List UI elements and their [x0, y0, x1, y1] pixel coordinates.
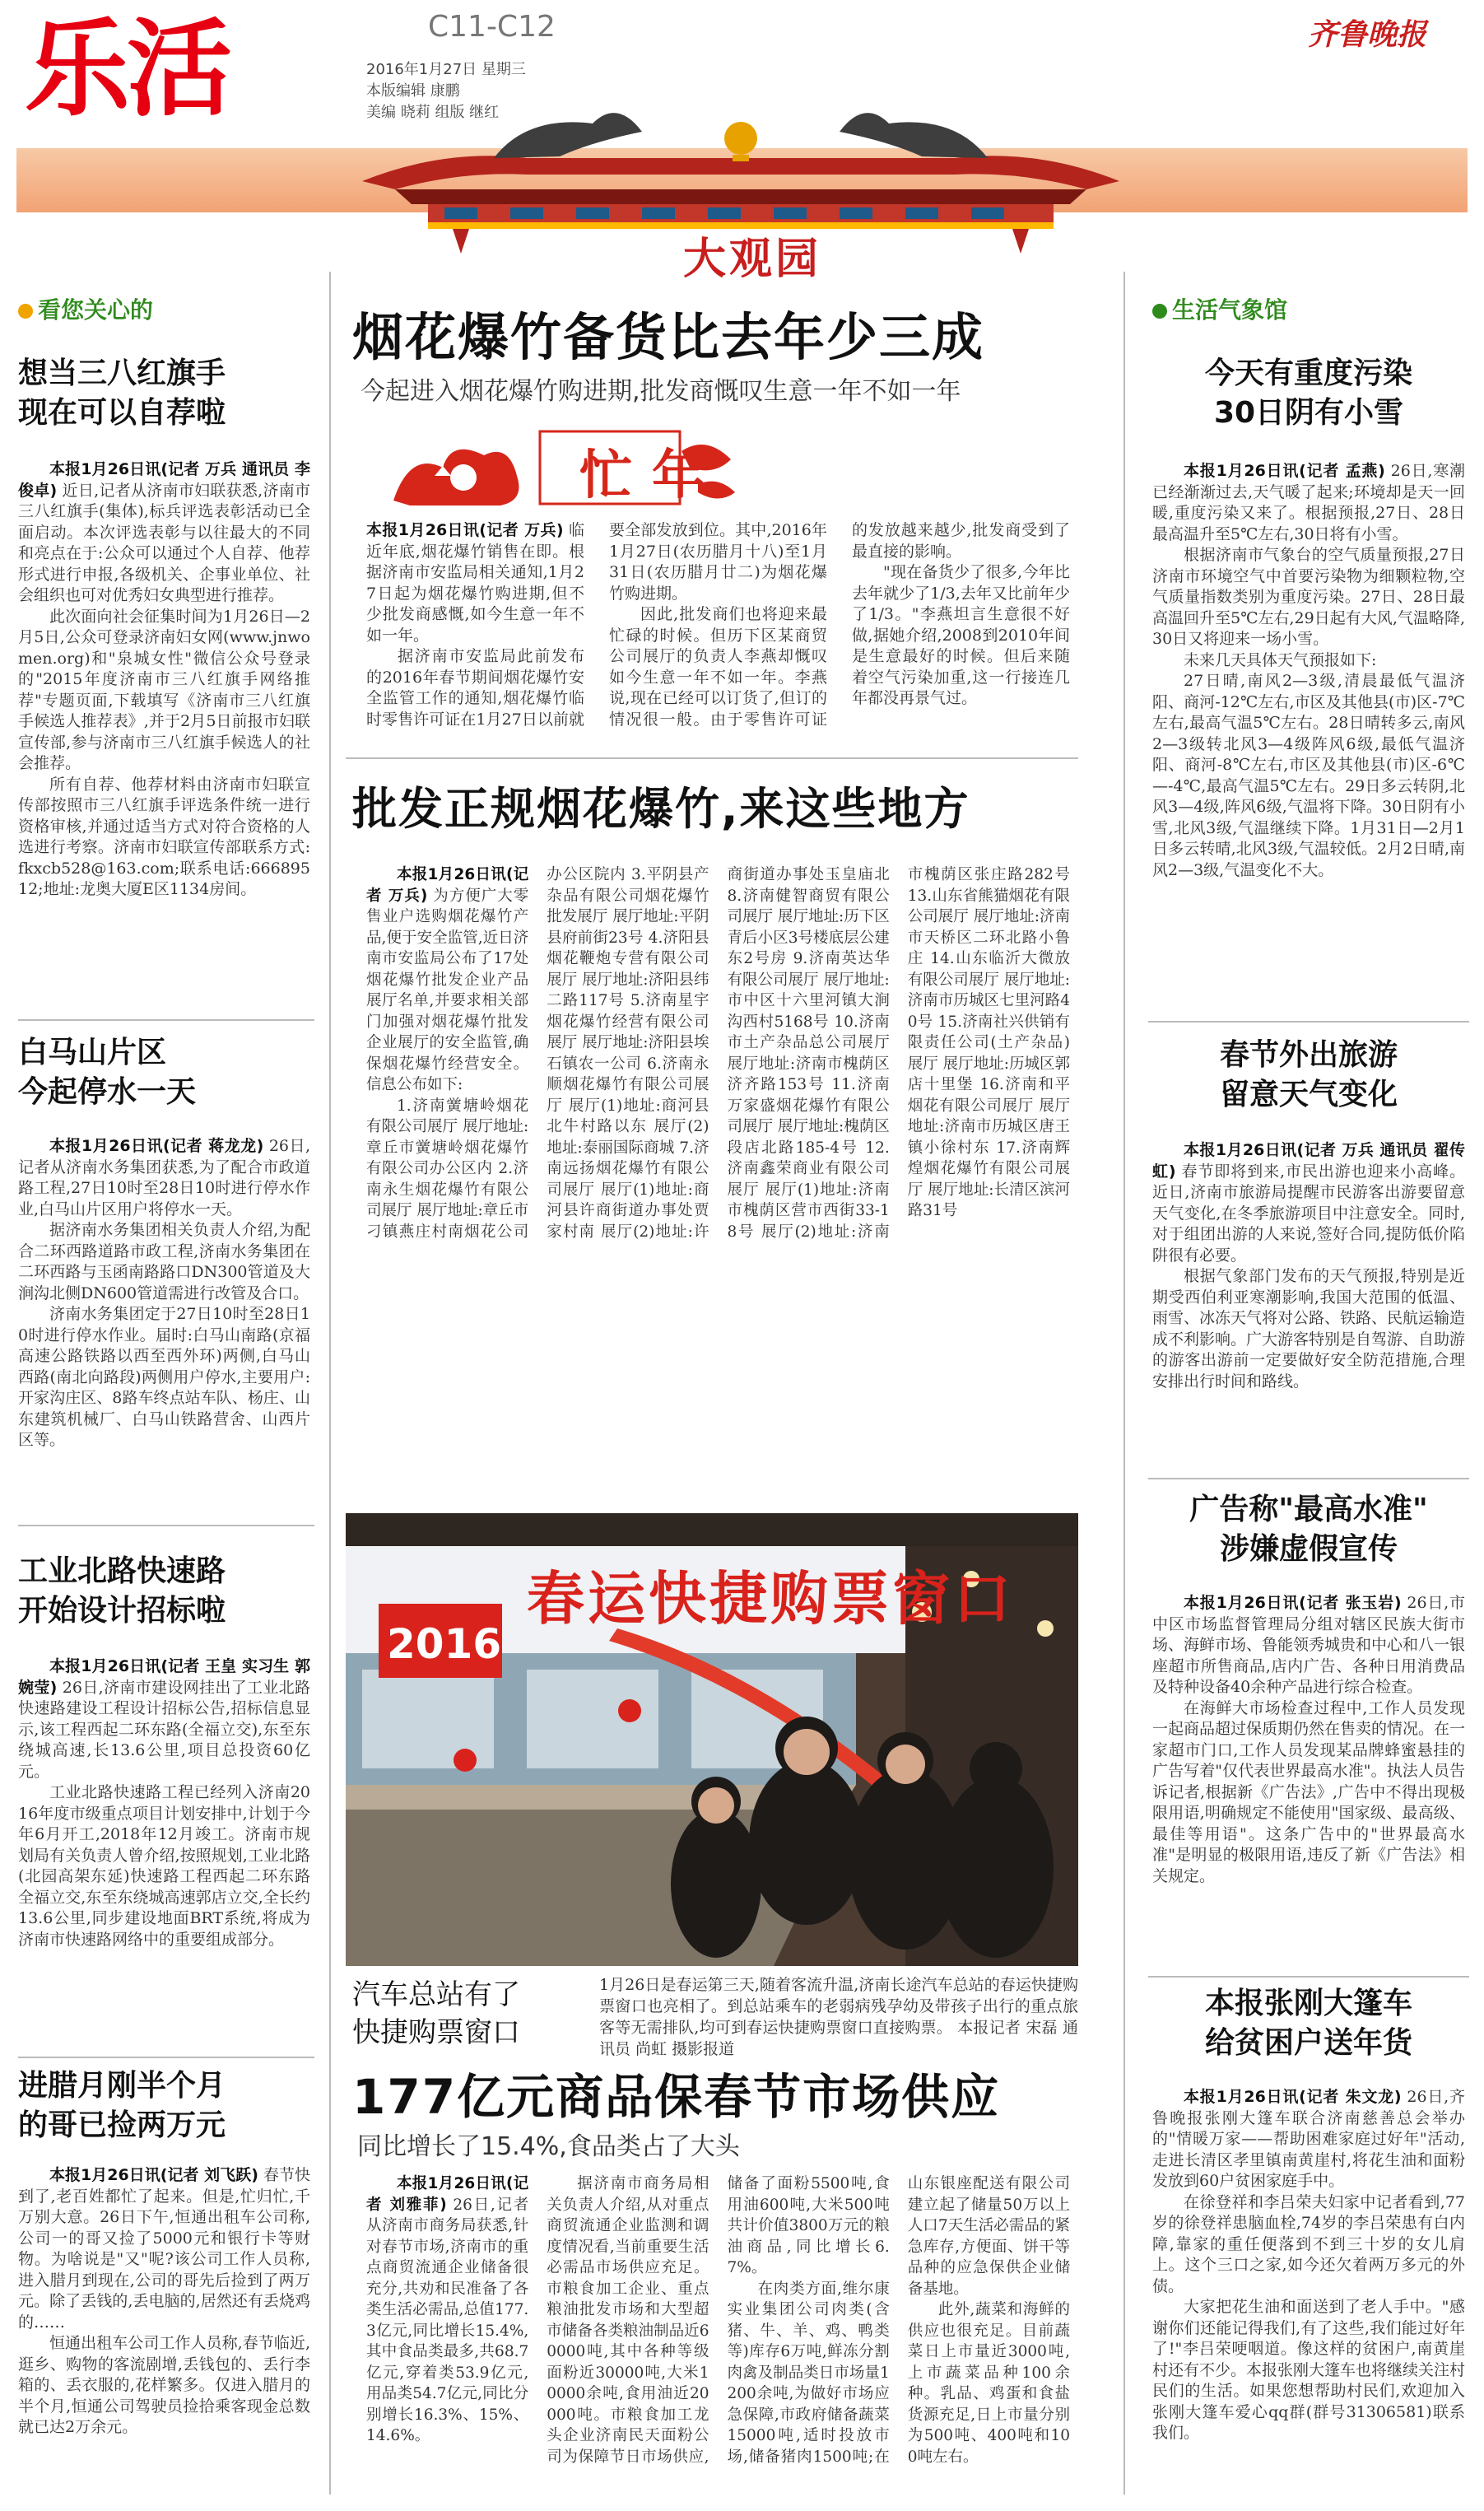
brand-logo: 乐活	[25, 8, 230, 131]
paragraph: 近日,记者从济南市妇联获悉,济南市三八红旗手(集体),标兵评选表彰活动已全面启动。本次评选表彰与以往最大的不同和亮点在于:公众可以通过个人自荐、他荐形式进行申报,各级机关、企事业单位、社会组织也可对优秀妇女典型进行推荐。	[18, 481, 310, 604]
divider	[18, 1019, 314, 1021]
left-article-3-headline	[18, 1552, 226, 1631]
left-article-1-body	[18, 459, 310, 1007]
left-article-2-headline	[18, 1033, 196, 1112]
left-article-3-body	[18, 1656, 310, 2050]
edition-design: 美编 晓莉 组版 继红	[366, 104, 500, 121]
paragraph: 春节快到了,老百姓都忙了起来。但是,忙归忙,千万别大意。26日下午,恒通出租车公司称,公司一的哥又捡了5000元和银行卡等财物。为啥说是"又"呢?该公司工作人员称,进入腊月到现在,公司的哥先后捡到了两万元。除了丢钱的,丢电脑的,居然还有丢烧鸡的……	[18, 2166, 310, 2332]
paragraph: 工业北路快速路工程已经列入济南2016年度市级重点项目计划安排中,计划于今年6月开工,2018年12月竣工。济南市规划局有关负责人曾介绍,按照规划,工业北路(北园高架东延)快速路工程西起二环东路全福立交,东至东绕城高速郭店立交,全长约13.6公里,同步建设地面BRT系统,将成为济南市快速路网络中的重要组成部分。	[18, 1783, 310, 1949]
headline-line-2: 今起停水一天	[18, 1075, 197, 1109]
column-divider-right	[1123, 272, 1125, 2495]
caption-head-line-2: 快捷购票窗口	[352, 2016, 520, 2049]
headline-line-2: 现在可以自荐啦	[18, 396, 226, 430]
paragraph: 据济南水务集团相关负责人介绍,为配合二环西路道路市政工程,济南水务集团在二环西路与玉函南路路口DN300管道及大涧沟北侧DN600管道需进行改管及合口。	[18, 1221, 310, 1302]
headline-line-2: 涉嫌虚假宣传	[1219, 1532, 1398, 1566]
left-article-2-body	[18, 1136, 310, 1513]
paragraph: 26日,市中区市场监督管理局分组对辖区民族大街市场、海鲜市场、鲁能领秀城贵和中心和八一银座超市所售商品,店内广告、各种日用消费品及特种设备40余种产品进行综合检查。	[1152, 1594, 1465, 1696]
story2-headline: 批发正规烟花爆竹,来这些地方	[352, 783, 970, 835]
paragraph: 26日,记者从济南市商务局获悉,针对春节市场,济南市的重点商贸流通企业储备很充分,共劝和民准备了各类生活必需品,总值177.3亿元,同比增长15.4%,其中食品类最多,共68.7亿元,穿着类53.9亿元,用品类54.7亿元,同比分别增长16.3%、15%、14.6%。	[366, 2196, 529, 2444]
sign-year: 2016	[387, 1620, 502, 1668]
story2-body	[366, 864, 1070, 1490]
edition-editor: 本版编辑 康鹏	[366, 82, 460, 100]
headline-line-1: 今天有重度污染	[1204, 356, 1412, 390]
paragraph: 为方便广大零售业户选购烟花爆竹产品,便于安全监管,近日济南市安监局公布了17处烟花爆竹批发企业产品展厅名单,并要求相关部门加强对烟花爆竹批发企业展厅的安全监管,确保烟花爆竹经营安全。信息公布如下:	[366, 887, 529, 1093]
divider	[1148, 1976, 1469, 1978]
headline-line-1: 广告称"最高水准"	[1189, 1493, 1428, 1526]
showroom-listing: 1.济南黉塘岭烟花有限公司展厅 展厅地址:章丘市黉塘岭烟花爆竹有限公司办公区内 2.济南永生烟花爆竹有限公司展厅 展厅地址:章丘市刁镇燕庄村南烟花公司办公区院内 3.平阴县产杂品有限公司烟花爆竹批发展厅 展厅地址:平阴县府前街23号 4.济阳县烟花鞭炮专营有限公司展厅 展厅地址:济阳县纬二路117号 5.济南星宇烟花爆竹经营有限公司展厅 展厅地址:济阳县埃石镇农一公司 6.济南永顺烟花爆竹有限公司展厅 展厅(1)地址:商河县北牛村路以东 展厅(2)地址:泰丽国际商城 7.济南远扬烟花爆竹有限公司展厅 展厅(1)地址:商河县许商街道办事处贾家村南 展厅(2)地址:许商街道办事处玉皇庙北 8.济南健智商贸有限公司展厅 展厅地址:历下区青后小区3号楼底层公建东2号房 9.济南英达华有限公司展厅 展厅地址:市中区十六里河镇大涧沟西村5168号 10.济南市土产杂品总公司展厅 展厅地址:济南市槐荫区济齐路153号 11.济南万家盛烟花爆竹有限公司展厅 展厅地址:槐荫区段店北路185-4号 12.济南鑫荣商业有限公司展厅 展厅(1)地址:济南市槐荫区营市西街33-18号 展厅(2)地址:济南市槐荫区张庄路282号 13.山东省熊猫烟花有限公司展厅 展厅地址:济南市天桥区二环北路小鲁庄 14.山东临沂大微放有限公司展厅 展厅地址:济南市历城区七里河路40号 15.济南社兴供销有限责任公司(土产杂品)展厅 展厅地址:历城区郭店十里堡 16.济南和平烟花有限公司展厅 展厅地址:济南市历城区唐王镇小徐村东 17.济南辉煌烟花爆竹有限公司展厅 展厅地址:长清区滨河路31号	[366, 866, 1070, 1241]
byline: 本报1月26日讯(记者 万兵 通讯员 李俊卓)	[18, 460, 310, 500]
paragraph: 临近年底,烟花爆竹销售在即。根据济南市安监局相关通知,1月27日起为烟花爆竹购进期,但不少批发商感慨,如今生意一年不如一年。	[366, 521, 584, 645]
newspaper-name: 齐鲁晚报	[1307, 17, 1426, 52]
page-range: C11-C12	[428, 10, 556, 44]
paragraph: 恒通出租车公司工作人员称,春节临近,逛乡、购物的客流剧增,丢钱包的、丢行李箱的、丢衣服的,花样繁多。仅进入腊月的半个月,恒通公司驾驶员捡拾乘客现金总数就已达2万余元。	[18, 2334, 310, 2436]
byline: 本报1月26日讯(记者 刘雅菲)	[366, 2175, 529, 2214]
story1-body	[366, 520, 1070, 751]
byline: 本报1月26日讯(记者 王皇 实习生 郭婉莹)	[18, 1657, 310, 1697]
headline-line-2: 开始设计招标啦	[18, 1594, 226, 1628]
headline-line-2: 留意天气变化	[1219, 1078, 1398, 1111]
headline-line-1: 本报张刚大篷车	[1204, 1987, 1412, 2020]
right-article-1-headline	[1152, 354, 1465, 433]
byline: 本报1月26日讯(记者 张玉岩)	[1184, 1594, 1402, 1612]
byline: 本报1月26日讯(记者 孟燕)	[1184, 462, 1385, 480]
right-article-1-body	[1152, 461, 1465, 1014]
right-article-4-body	[1152, 2087, 1465, 2499]
right-article-3-body	[1152, 1593, 1465, 1972]
paragraph: 26日,齐鲁晚报张刚大篷车联合济南慈善总会举办的"情暖万家——帮助困难家庭过好年"活动,走进长清区孝里镇南黄崖村,将花生油和面粉发放到60户贫困家庭手中。	[1152, 2088, 1465, 2190]
paragraph: 所有自荐、他荐材料由济南市妇联宣传部按照市三八红旗手评选条件统一进行资格审核,并通过适当方式对符合资格的人选进行考察。济南市妇联宣传部联系方式:fkxcb528@163.com;联系电话:66689512;地址:龙奥大厦E区1134房间。	[18, 775, 310, 898]
byline: 本报1月26日讯(记者 朱文龙)	[1184, 2088, 1402, 2106]
story1-subheadline: 今起进入烟花爆竹购进期,批发商慨叹生意一年不如一年	[361, 377, 961, 406]
section-label-text: 生活气象馆	[1172, 296, 1288, 324]
right-article-2-body	[1152, 1140, 1465, 1470]
headline-line-1: 白马山片区	[18, 1036, 167, 1069]
paragraph: 据济南市安监局此前发布的2016年春节期间烟花爆竹安全监管工作的通知,烟花爆竹临时零售许可证在1月27日以前就要全部发放到位。其中,2016年1月27日(农历腊月十八)至1月31日(农历腊月廿二)为烟花爆竹购进期。	[366, 521, 827, 729]
headline-line-2: 30日阴有小雪	[1213, 396, 1404, 430]
divider	[18, 1525, 314, 1526]
paragraph: 此外,蔬菜和海鲜的供应也很充足。目前蔬菜日上市量近3000吨,上市蔬菜品种100余种。乳品、鸡蛋和食盐货源充足,日上市量分别为500吨、400吨和100吨左右。	[907, 2301, 1070, 2466]
divider	[18, 2057, 314, 2058]
column-divider-left	[329, 272, 331, 2495]
section-dot-icon	[18, 304, 33, 319]
headline-line-1: 工业北路快速路	[18, 1554, 226, 1588]
headline-line-1: 春节外出旅游	[1219, 1038, 1398, 1072]
right-article-4-headline	[1152, 1984, 1465, 2063]
paragraph: 在肉类方面,维尔康实业集团公司肉类(含猪、牛、羊、鸡、鸭类等)库存6万吨,鲜冻分割肉禽及制品类日市场量1200余吨,为做好市场应急保障,市政府储备蔬菜15000吨,适时投放市场,储备猪肉1500吨;在山东银座配送有限公司建立起了储量50万以上人口7天生活必需品的紧急库存,方便面、饼干等品种的应急保供企业储备基地。	[727, 2175, 1070, 2466]
paragraph: 据济南市商务局相关负责人介绍,从对重点商贸流通企业监测和调度情况看,当前重要生活必需品市场供应充足。市粮食加工企业、重点粮油批发市场和大型超市储备各类粮油制品近60000吨,其中各种等级面粉近30000吨,大米10000余吨,食用油近20000吨。市粮食加工龙头企业济南民天面粉公司为保障节日市场供应,储备了面粉5500吨,食用油600吨,大米500吨共计价值3800万元的粮油商品,同比增长6.7%。	[547, 2175, 890, 2466]
paragraph: 26日,记者从济南水务集团获悉,为了配合市政道路工程,27日10时至28日10时进行停水作业,白马山片区用户将停水一天。	[18, 1137, 310, 1218]
byline: 本报1月26日讯(记者 万兵)	[366, 866, 529, 905]
section-label-text: 看您关心的	[38, 296, 154, 324]
paragraph: 根据气象部门发布的天气预报,特别是近期受西伯利亚寒潮影响,我国大范围的低温、雨雪、冰冻天气将对公路、铁路、民航运输造成不利影响。广大游客特别是自驾游、自助游的游客出游前一定要做好安全防范措施,合理安排出行时间和路线。	[1152, 1267, 1465, 1391]
section-label-right	[1152, 292, 1287, 325]
section-name: 大观园	[683, 234, 822, 284]
divider	[346, 757, 1078, 759]
ticket-window-sign: 春运快捷购票窗口	[527, 1565, 1014, 1633]
paragraph: 未来几天具体天气预报如下:	[1184, 650, 1377, 669]
left-article-4-headline	[18, 2066, 226, 2145]
paragraph: 根据济南市气象台的空气质量预报,27日济南市环境空气中首要污染物为细颗粒物,空气质量指数类别为重度污染。27日、28日最高温回升至5℃左右,29日起有大风,气温略降,30日又将迎来一场小雪。	[1152, 546, 1465, 648]
left-article-4-body	[18, 2165, 310, 2499]
paragraph: 26日,济南市建设网挂出了工业北路快速路建设工程设计招标公告,招标信息显示,该工程西起二环东路(全福立交),东至东绕城高速,长13.6公里,项目总投资60亿元。	[18, 1678, 310, 1781]
news-photo	[346, 1513, 1078, 1966]
paragraph: 大家把花生油和面送到了老人手中。"感谢你们还能记得我们,有了这些,我们能过好年了!"李吕荣哽咽道。像这样的贫困户,南黄崖村还有不少。本报张刚大篷车也将继续关注村民们的生活。如果您想帮助村民们,欢迎加入张刚大篷车爱心qq群(群号31306581)联系我们。	[1152, 2298, 1465, 2442]
paragraph: 济南水务集团定于27日10时至28日10时进行停水作业。届时:白马山南路(京福高速公路铁路以西至西外环)两侧,白马山西路(南北向路段)两侧用户停水,主要用户:开家沟庄区、8路车终点站车队、杨庄、山东建筑机械厂、白马山铁路营舍、山西片区等。	[18, 1305, 310, 1449]
section-dot-icon	[1152, 304, 1167, 319]
paragraph: 27日晴,南风2—3级,清晨最低气温济阳、商河-12℃左右,市区及其他县(市)区-7℃左右,最高气温5℃左右。28日晴转多云,南风2—3级转北风3—4级阵风6级,最低气温济阳、商河-8℃左右,市区及其他县(市)区-6℃—-4℃,最高气温5℃左右。29日多云转阴,北风3—4级,阵风6级,气温将下降。30日阴有小雪,北风3级,气温继续下降。1月31日—2月1日多云转晴,北风3级,气温较低。2月2日晴,南风2—3级,气温变化不大。	[1152, 672, 1465, 879]
edition-info	[366, 59, 526, 123]
byline: 本报1月26日讯(记者 刘飞跃)	[49, 2166, 258, 2184]
divider	[1148, 1021, 1469, 1023]
paragraph: 春节即将到来,市民出游也迎来小高峰。近日,济南市旅游局提醒市民游客出游要留意天气变化,在冬季旅游项目中注意安全。同时,对于组团出游的人来说,签好合同,提防低价陷阱很有必要。	[1152, 1162, 1465, 1265]
byline: 本报1月26日讯(记者 万兵)	[366, 521, 564, 539]
paragraph: 此次面向社会征集时间为1月26日—2月5日,公众可登录济南妇女网(www.jnwomen.org)和"泉城女性"微信公众号登录的"2015年度济南市三八红旗手网络推荐"专题页面,下载填写《济南市三八红旗手候选人推荐表》,并于2月5日前报市妇联宣传部,参与济南市三八红旗手候选人的社会推荐。	[18, 607, 310, 772]
story1-headline: 烟花爆竹备货比去年少三成	[352, 307, 985, 367]
mang-nian-text: 忙年	[579, 445, 724, 506]
photo-caption-headline	[352, 1976, 520, 2052]
masthead	[0, 0, 1484, 216]
story3-headline: 177亿元商品保春节市场供应	[352, 2069, 1001, 2125]
paragraph: 在徐登祥和李吕荣夫妇家中记者看到,77岁的徐登祥患脑血栓,74岁的李吕荣患有白内障,靠家的重任便落到不到三十岁的女儿肩上。这个三口之家,如今还欠着两万多元的外债。	[1152, 2192, 1465, 2295]
headline-line-1: 想当三八红旗手	[18, 356, 226, 390]
right-article-3-headline	[1152, 1490, 1465, 1569]
headline-line-1: 进腊月刚半个月	[18, 2069, 226, 2103]
right-article-2-headline	[1152, 1036, 1465, 1115]
edition-date: 2016年1月27日 星期三	[366, 61, 526, 78]
section-label-left	[18, 292, 153, 325]
byline: 本报1月26日讯(记者 万兵 通讯员 翟传虹)	[1152, 1141, 1465, 1181]
caption-head-line-1: 汽车总站有了	[352, 1978, 520, 2011]
divider	[1148, 1478, 1469, 1479]
paragraph: 在海鲜大市场检查过程中,工作人员发现一起商品超过保质期仍然在售卖的情况。在一家超市门口,工作人员发现某品牌蜂蜜悬挂的广告写着"仅代表世界最高水准"。执法人员告诉记者,根据新《广告法》,广告中不得出现极限用语,明确规定不能使用"国家级、最高级、最佳等用语"。这条广告中的"世界最高水准"是明显的极限用语,违反了新《广告法》相关规定。	[1152, 1698, 1465, 1885]
headline-line-2: 的哥已捡两万元	[18, 2108, 226, 2142]
paragraph: "现在备货少了很多,今年比去年就少了1/3,去年又比前年少了1/3。"李燕坦言生意很不好做,据她介绍,2008到2010年间是生意最好的时候。但后来随着空气污染加重,这一行接连几年都没再景气过。	[852, 563, 1070, 707]
headline-line-2: 给贫困户送年货	[1204, 2026, 1412, 2060]
left-article-1-headline	[18, 354, 226, 433]
story3-body	[366, 2173, 1070, 2499]
paragraph: 因此,批发商们也将迎来最忙碌的时候。但历下区某商贸公司展厅的负责人李燕却慨叹如今生意一年不如一年。李燕说,现在已经可以订货了,但订的情况很一般。由于零售许可证的发放越来越少,批发商受到了最直接的影响。	[609, 521, 1070, 729]
story3-subheadline: 同比增长了15.4%,食品类占了大头	[357, 2132, 740, 2161]
paragraph: 26日,寒潮已经渐渐过去,天气暖了起来;环境却是天一回暖,重度污染又来了。根据预报,27日、28日最高温升至5℃左右,30日将有小雪。	[1152, 462, 1465, 543]
byline: 本报1月26日讯(记者 蒋龙龙)	[49, 1137, 264, 1155]
photo-caption: 1月26日是春运第三天,随着客流升温,济南长途汽车总站的春运快捷购票窗口也亮相了。到总站乘车的老弱病残孕幼及带孩子出行的重点旅客等无需排队,均可到春运快捷购票窗口直接购票。 本报记者 宋磊 通讯员 尚虹 摄影报道	[599, 1976, 1078, 2058]
